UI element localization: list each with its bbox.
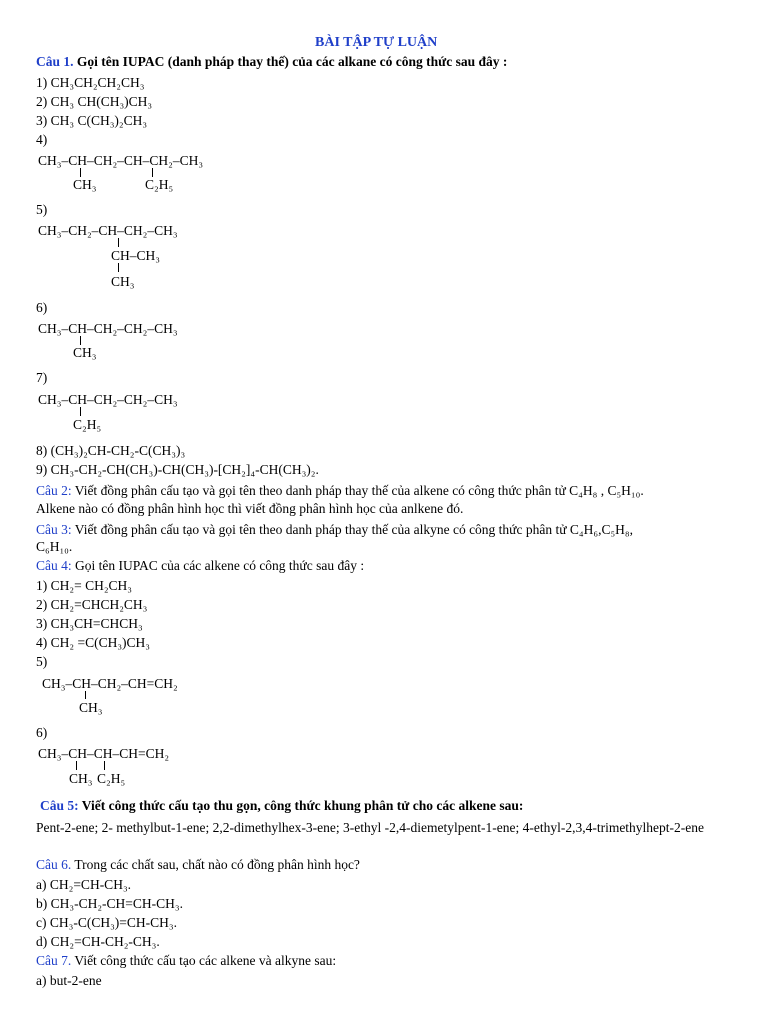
q1-structure-6-branch-1: CH₃ [73,345,97,360]
q1-structure-4-bond-2 [152,168,153,177]
q1-structure-7-main-chain: CH₃–CH–CH₂–CH₂–CH₃ [38,392,178,407]
q4-structure-6-branch-2: C₂H₅ [97,771,126,786]
question-7-text: Viết công thức cấu tạo các alkene và alkyne sau: [71,953,337,968]
question-3-text-line-2: C₆H₁₀. [36,539,73,554]
q4-item-5-number: 5) [36,654,48,669]
q1-item-8: 8) (CH₃)₂CH-CH₂-C(CH₃)₃ [36,443,186,458]
q1-structure-4-main-chain: CH₃–CH–CH₂–CH–CH₂–CH₃ [38,153,204,168]
question-2 [36,481,732,500]
q4-structure-6-bond-1 [76,761,77,770]
question-1-label: Câu 1. [36,54,74,69]
question-1 [36,54,507,70]
question-6 [36,857,360,873]
question-4 [36,558,364,574]
question-1-text: Gọi tên IUPAC (danh pháp thay thế) của các alkane có công thức sau đây : [73,54,508,69]
page-title: BÀI TẬP TỰ LUẬN [315,35,438,50]
q4-structure-6-main-chain: CH₃–CH–CH–CH=CH₂ [38,746,170,761]
q1-item-5-number: 5) [36,202,48,217]
q1-structure-5-branch-2: CH₃ [111,274,135,289]
q1-structure-7-bond-1 [80,407,81,416]
question-5-label: Câu 5: [40,798,79,813]
q6-option-b: b) CH₃-CH₂-CH=CH-CH₃. [36,896,183,911]
q1-structure-7-branch-1: C₂H₅ [73,417,102,432]
q4-structure-6-branch-1: CH₃ [69,771,93,786]
q1-structure-4-bond-1 [80,168,81,177]
question-2-text-line-2: Alkene nào có đồng phân hình học thì viết đồng phân hình học của anlkene đó. [36,501,464,516]
question-2-label: Câu 2: [36,483,72,498]
q1-structure-6-main-chain: CH₃–CH–CH₂–CH₂–CH₃ [38,321,178,336]
question-7 [36,953,336,969]
question-5-text: Viết công thức cấu tạo thu gọn, công thức khung phân tử cho các alkene sau: [78,798,524,813]
q1-item-9: 9) CH₃-CH₂-CH(CH₃)-CH(CH₃)-[CH₂]₄-CH(CH₃)₂. [36,462,319,477]
q4-item-2: 2) CH₂=CHCH₂CH₃ [36,597,148,612]
q7-item-a: a) but-2-ene [36,973,102,988]
q4-structure-6-bond-2 [104,761,105,770]
q1-structure-4-branch-2: C₂H₅ [145,177,174,192]
question-3 [36,520,732,539]
question-5 [40,798,523,814]
q6-option-c: c) CH₃-C(CH₃)=CH-CH₃. [36,915,177,930]
q1-item-3: 3) CH₃ C(CH₃)₂CH₃ [36,113,148,128]
question-3-label: Câu 3: [36,522,72,537]
q1-item-4-number: 4) [36,132,48,147]
q1-structure-5-branch-1: CH–CH₃ [111,248,160,263]
q1-item-1: 1) CH₃CH₂CH₂CH₃ [36,75,145,90]
q1-item-2: 2) CH₃ CH(CH₃)CH₃ [36,94,153,109]
question-6-text: Trong các chất sau, chất nào có đồng phân hình học? [71,857,360,872]
q4-item-4: 4) CH₂ =C(CH₃)CH₃ [36,635,150,650]
question-4-text: Gọi tên IUPAC của các alkene có công thức sau đây : [71,558,365,573]
question-3-text: Viết đồng phân cấu tạo và gọi tên theo danh pháp thay thế của alkyne có công thức phân tử C₄H₆,C₅H₈, [71,522,634,537]
question-6-label: Câu 6. [36,857,72,872]
question-7-label: Câu 7. [36,953,72,968]
q1-structure-5-bond-1 [118,238,119,247]
question-4-label: Câu 4: [36,558,72,573]
q4-item-6-number: 6) [36,725,48,740]
q4-item-1: 1) CH₂= CH₂CH₃ [36,578,132,593]
q6-option-a: a) CH₂=CH-CH₃. [36,877,132,892]
q4-structure-5-branch-1: CH₃ [79,700,103,715]
q1-item-7-number: 7) [36,370,48,385]
q1-item-6-number: 6) [36,300,48,315]
q1-structure-4-branch-1: CH₃ [73,177,97,192]
q4-structure-5-main-chain: CH₃–CH–CH₂–CH=CH₂ [42,676,178,691]
q4-structure-5-bond-1 [85,691,86,699]
q1-structure-5-bond-2 [118,263,119,272]
q1-structure-6-bond-1 [80,336,81,345]
question-5-compound-list: Pent-2-ene; 2- methylbut-1-ene; 2,2-dimethylhex-3-ene; 3-ethyl -2,4-diemetylpent-1-ene; 4-ethyl-2,3,4-trimethylhept-2-ene [36,820,705,835]
question-2-text: Viết đồng phân cấu tạo và gọi tên theo danh pháp thay thế của alkene có công thức phân tử C₄H₈ , C₅H₁₀. [71,483,644,498]
q4-item-3: 3) CH₃CH=CHCH₃ [36,616,143,631]
q1-structure-5-main-chain: CH₃–CH₂–CH–CH₂–CH₃ [38,223,178,238]
q6-option-d: d) CH₂=CH-CH₂-CH₃. [36,934,160,949]
